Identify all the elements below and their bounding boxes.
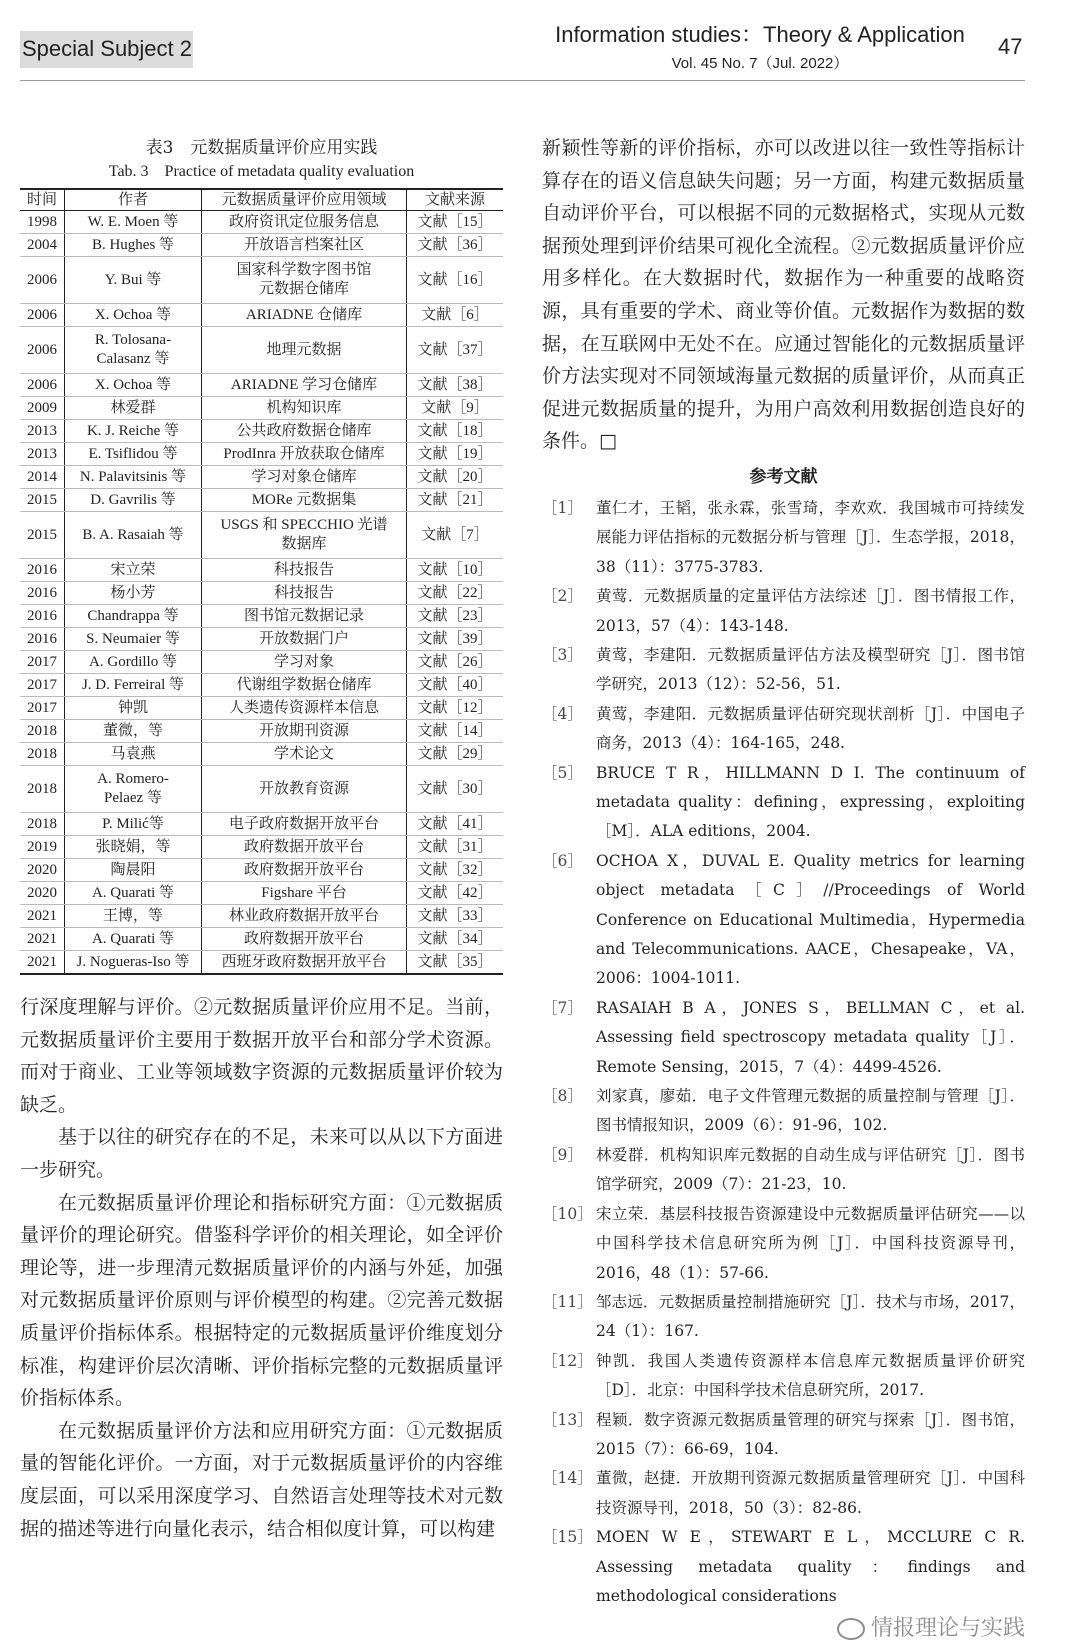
cell-source: 文献［10］: [407, 559, 504, 582]
right-column-body: [542, 132, 1025, 458]
cell-year: 2017: [20, 697, 65, 720]
reference-text: 林爱群．机构知识库元数据的自动生成与评估研究［J］．图书馆学研究，2009（7）：21-23，10.: [596, 1145, 1025, 1194]
cell-year: 2016: [20, 628, 65, 651]
cell-year: 1998: [20, 211, 65, 234]
paragraph: 基于以往的研究存在的不足，未来可以从以下方面进一步研究。: [20, 1126, 503, 1181]
table-row: [20, 743, 503, 766]
column-header-domain: 元数据质量评价应用领域: [202, 189, 407, 211]
cell-domain: 公共政府数据仓储库: [202, 420, 407, 443]
column-header-source: 文献来源: [407, 189, 504, 211]
cell-domain: 图书馆元数据记录: [202, 605, 407, 628]
paragraph: 行深度理解与评价。②元数据质量评价应用不足。当前，元数据质量评价主要用于数据开放平台和部分学术资源。而对于商业、工业等领域数字资源的元数据质量评价较为缺乏。: [20, 996, 503, 1116]
cell-source: 文献［33］: [407, 905, 504, 928]
table-row: [20, 582, 503, 605]
cell-source: 文献［16］: [407, 257, 504, 304]
cell-source: 文献［22］: [407, 582, 504, 605]
cell-year: 2006: [20, 257, 65, 304]
table-row: [20, 697, 503, 720]
reference-item: [542, 582, 1025, 641]
reference-item: [542, 1288, 1025, 1347]
cell-domain: 科技报告: [202, 559, 407, 582]
cell-source: 文献［23］: [407, 605, 504, 628]
reference-item: [542, 1464, 1025, 1523]
table-row: [20, 905, 503, 928]
cell-domain: 政府数据开放平台: [202, 836, 407, 859]
cell-source: 文献［29］: [407, 743, 504, 766]
reference-text: OCHOA X，DUVAL E. Quality metrics for learning object metadata［C］//Proceedings of World Conference on Educational Multimedia，Hypermedia and Telecommunications. AACE，Chesapeake，VA，2006：1004-1011.: [596, 851, 1025, 988]
table-row: [20, 836, 503, 859]
table-row: [20, 651, 503, 674]
cell-year: 2021: [20, 951, 65, 975]
cell-year: 2018: [20, 720, 65, 743]
cell-domain: USGS 和 SPECCHIO 光谱 数据库: [202, 512, 407, 559]
cell-domain: 政府资讯定位服务信息: [202, 211, 407, 234]
table-row: [20, 489, 503, 512]
cell-domain: 西班牙政府数据开放平台: [202, 951, 407, 975]
cell-author: B. A. Rasaiah 等: [65, 512, 202, 559]
reference-number: ［15］: [542, 1528, 593, 1547]
cell-domain: 政府数据开放平台: [202, 928, 407, 951]
cell-year: 2018: [20, 813, 65, 836]
reference-number: ［7］: [542, 998, 583, 1017]
reference-text: 黄莺，李建阳．元数据质量评估方法及模型研究［J］．图书馆学研究，2013（12）：52-56，51.: [596, 645, 1025, 694]
cell-author: J. Nogueras-Iso 等: [65, 951, 202, 975]
table-row: [20, 211, 503, 234]
reference-number: ［12］: [542, 1351, 593, 1370]
reference-item: [542, 641, 1025, 700]
cell-source: 文献［31］: [407, 836, 504, 859]
table-row: [20, 512, 503, 559]
cell-year: 2016: [20, 559, 65, 582]
cell-author: Chandrappa 等: [65, 605, 202, 628]
cell-domain: ARIADNE 学习仓储库: [202, 374, 407, 397]
cell-source: 文献［19］: [407, 443, 504, 466]
cell-domain: 国家科学数字图书馆 元数据仓储库: [202, 257, 407, 304]
reference-number: ［10］: [542, 1204, 593, 1223]
paragraph: 新颖性等新的评价指标，亦可以改进以往一致性等指标计算存在的语义信息缺失问题；另一方面，构建元数据质量自动评价平台，可以根据不同的元数据格式，实现从元数据预处理到评价结果可视化全流程。②元数据质量评价应用多样化。在大数据时代，数据作为一种重要的战略资源，具有重要的学术、商业等价值。元数据作为数据的数据，在互联网中无处不在。应通过智能化的元数据质量评价方法实现对不同领域海量元数据的质量评价，从而真正促进元数据质量的提升，为用户高效利用数据创造良好的条件。□: [542, 137, 1025, 453]
cell-domain: 地理元数据: [202, 327, 407, 374]
cell-source: 文献［9］: [407, 397, 504, 420]
reference-item: [542, 847, 1025, 994]
cell-year: 2018: [20, 743, 65, 766]
cell-source: 文献［36］: [407, 234, 504, 257]
reference-text: 黄莺．元数据质量的定量评估方法综述［J］．图书情报工作，2013，57（4）：143-148.: [596, 587, 1025, 635]
cell-author: 张晓娟，等: [65, 836, 202, 859]
cell-author: A. Romero- Pelaez 等: [65, 766, 202, 813]
cell-domain: 学习对象仓储库: [202, 466, 407, 489]
table-caption-cn: 表3 元数据质量评价应用实践: [145, 138, 378, 158]
column-header-year: 时间: [20, 189, 65, 211]
reference-number: ［13］: [542, 1410, 593, 1429]
cell-source: 文献［42］: [407, 882, 504, 905]
table-row: [20, 951, 503, 975]
cell-author: 王博，等: [65, 905, 202, 928]
table-row: [20, 859, 503, 882]
reference-number: ［4］: [542, 704, 583, 723]
cell-year: 2018: [20, 766, 65, 813]
reference-number: ［11］: [542, 1292, 593, 1311]
cell-domain: Figshare 平台: [202, 882, 407, 905]
cell-year: 2015: [20, 512, 65, 559]
reference-text: 邹志远．元数据质量控制措施研究［J］．技术与市场，2017，24（1）：167.: [596, 1292, 1025, 1341]
cell-source: 文献［20］: [407, 466, 504, 489]
table-row: [20, 674, 503, 697]
table-row: [20, 882, 503, 905]
reference-item: [542, 994, 1025, 1082]
cell-domain: 科技报告: [202, 582, 407, 605]
journal-title: Information studies：Theory & Application: [555, 22, 965, 47]
cell-year: 2004: [20, 234, 65, 257]
reference-number: ［14］: [542, 1469, 593, 1488]
cell-year: 2006: [20, 304, 65, 327]
cell-author: J. D. Ferreiral 等: [65, 674, 202, 697]
cell-year: 2019: [20, 836, 65, 859]
section-label: Special Subject 2: [22, 36, 192, 61]
table-row: [20, 443, 503, 466]
cell-domain: 代谢组学数据仓储库: [202, 674, 407, 697]
cell-domain: 学术论文: [202, 743, 407, 766]
reference-item: [542, 759, 1025, 847]
cell-year: 2006: [20, 327, 65, 374]
cell-author: R. Tolosana- Calasanz 等: [65, 327, 202, 374]
header-divider: [20, 80, 1025, 81]
reference-number: ［5］: [542, 763, 583, 782]
cell-source: 文献［21］: [407, 489, 504, 512]
column-header-author: 作者: [65, 189, 202, 211]
cell-domain: 开放期刊资源: [202, 720, 407, 743]
references-heading: 参考文献: [749, 466, 818, 487]
reference-item: [542, 1347, 1025, 1406]
cell-source: 文献［6］: [407, 304, 504, 327]
reference-text: 宋立荣．基层科技报告资源建设中元数据质量评估研究——以中国科学技术信息研究所为例［J］．中国科技资源导刊，2016，48（1）：57-66.: [596, 1204, 1025, 1282]
cell-domain: 机构知识库: [202, 397, 407, 420]
cell-author: K. J. Reiche 等: [65, 420, 202, 443]
cell-source: 文献［7］: [407, 512, 504, 559]
cell-author: 杨小芳: [65, 582, 202, 605]
cell-author: X. Ochoa 等: [65, 374, 202, 397]
reference-item: [542, 494, 1025, 582]
cell-source: 文献［39］: [407, 628, 504, 651]
cell-source: 文献［18］: [407, 420, 504, 443]
table-row: [20, 466, 503, 489]
left-column: [20, 136, 503, 1545]
cell-domain: 政府数据开放平台: [202, 859, 407, 882]
cell-author: A. Gordillo 等: [65, 651, 202, 674]
cell-source: 文献［41］: [407, 813, 504, 836]
reference-item: [542, 1082, 1025, 1141]
reference-text: MOEN W E，STEWART E L，MCCLURE C R. Assessing metadata quality：findings and methodological considerations: [596, 1528, 1025, 1605]
table-row: [20, 813, 503, 836]
cell-author: W. E. Moen 等: [65, 211, 202, 234]
reference-text: 钟凯．我国人类遗传资源样本信息库元数据质量评价研究［D］．北京：中国科学技术信息研究所，2017.: [596, 1351, 1025, 1400]
table-row: [20, 766, 503, 813]
reference-item: [542, 1523, 1025, 1611]
cell-author: Y. Bui 等: [65, 257, 202, 304]
cell-domain: 学习对象: [202, 651, 407, 674]
cell-year: 2009: [20, 397, 65, 420]
table-row: [20, 928, 503, 951]
paragraph: 在元数据质量评价理论和指标研究方面：①元数据质量评价的理论研究。借鉴科学评价的相关理论，如全评价理论等，进一步理清元数据质量评价的内涵与外延，加强对元数据质量评价原则与评价模型的构建。②完善元数据质量评价指标体系。根据特定的元数据质量评价维度划分标准，构建评价层次清晰、评价指标完整的元数据质量评价指标体系。: [20, 1191, 503, 1410]
cell-year: 2021: [20, 905, 65, 928]
cell-domain: 开放教育资源: [202, 766, 407, 813]
cell-source: 文献［40］: [407, 674, 504, 697]
cell-source: 文献［34］: [407, 928, 504, 951]
watermark-text: 情报理论与实践: [870, 1616, 1025, 1642]
cell-year: 2016: [20, 605, 65, 628]
journal-volume: Vol. 45 No. 7（Jul. 2022）: [671, 55, 849, 72]
cell-year: 2013: [20, 443, 65, 466]
cell-author: E. Tsiflidou 等: [65, 443, 202, 466]
reference-text: 董微，赵捷．开放期刊资源元数据质量管理研究［J］．中国科技资源导刊，2018，50（3）：82-86.: [596, 1469, 1025, 1517]
cell-domain: 开放数据门户: [202, 628, 407, 651]
cell-year: 2006: [20, 374, 65, 397]
cell-source: 文献［12］: [407, 697, 504, 720]
cell-author: A. Quarati 等: [65, 882, 202, 905]
table-row: [20, 559, 503, 582]
reference-number: ［9］: [542, 1145, 583, 1164]
cell-year: 2021: [20, 928, 65, 951]
reference-text: RASAIAH B A，JONES S，BELLMAN C，et al. Assessing field spectroscopy metadata quality［J］．Remote Sensing，2015，7（4）：4499-4526.: [596, 998, 1025, 1076]
cell-author: B. Hughes 等: [65, 234, 202, 257]
table-row: [20, 234, 503, 257]
cell-year: 2020: [20, 859, 65, 882]
cell-source: 文献［15］: [407, 211, 504, 234]
reference-item: [542, 1141, 1025, 1200]
table-header-row: [20, 189, 503, 211]
cell-source: 文献［38］: [407, 374, 504, 397]
cell-year: 2020: [20, 882, 65, 905]
reference-text: 黄莺，李建阳．元数据质量评估研究现状剖析［J］．中国电子商务，2013（4）：164-165，248.: [596, 704, 1025, 753]
wechat-icon: [837, 1618, 865, 1640]
table-row: [20, 397, 503, 420]
table-row: [20, 605, 503, 628]
cell-source: 文献［14］: [407, 720, 504, 743]
table-row: [20, 374, 503, 397]
right-column: [542, 132, 1025, 1643]
table-row: [20, 304, 503, 327]
paragraph: 在元数据质量评价方法和应用研究方面：①元数据质量的智能化评价。一方面，对于元数据质量评价的内容维度层面，可以采用深度学习、自然语言处理等技术对元数据的描述等进行向量化表示，结合相似度计算，可以构建: [20, 1419, 503, 1540]
reference-text: 董仁才，王韬，张永霖，张雪琦，李欢欢．我国城市可持续发展能力评估指标的元数据分析与管理［J］．生态学报，2018，38（11）：3775-3783.: [596, 498, 1025, 576]
reference-number: ［8］: [542, 1087, 583, 1106]
cell-source: 文献［30］: [407, 766, 504, 813]
table-row: [20, 720, 503, 743]
cell-domain: 开放语言档案社区: [202, 234, 407, 257]
cell-domain: 电子政府数据开放平台: [202, 813, 407, 836]
cell-domain: ProdInra 开放获取仓储库: [202, 443, 407, 466]
reference-item: [542, 1200, 1025, 1288]
cell-year: 2015: [20, 489, 65, 512]
cell-domain: 人类遗传资源样本信息: [202, 697, 407, 720]
cell-source: 文献［35］: [407, 951, 504, 975]
reference-list: [542, 494, 1025, 1611]
cell-author: 林爱群: [65, 397, 202, 420]
table-row: [20, 257, 503, 304]
table-caption-en: Tab. 3 Practice of metadata quality evaluation: [108, 163, 415, 180]
table-row: [20, 628, 503, 651]
cell-author: X. Ochoa 等: [65, 304, 202, 327]
cell-author: D. Gavrilis 等: [65, 489, 202, 512]
reference-item: [542, 1406, 1025, 1465]
left-column-body: [20, 991, 503, 1545]
reference-number: ［6］: [542, 851, 583, 870]
metadata-quality-table: [20, 188, 503, 975]
cell-source: 文献［26］: [407, 651, 504, 674]
cell-author: 董微，等: [65, 720, 202, 743]
cell-author: P. Milić等: [65, 813, 202, 836]
cell-domain: MORe 元数据集: [202, 489, 407, 512]
cell-author: 马袁燕: [65, 743, 202, 766]
cell-year: 2016: [20, 582, 65, 605]
cell-domain: ARIADNE 仓储库: [202, 304, 407, 327]
cell-author: A. Quarati 等: [65, 928, 202, 951]
cell-author: 宋立荣: [65, 559, 202, 582]
cell-author: 钟凯: [65, 697, 202, 720]
cell-year: 2017: [20, 651, 65, 674]
reference-number: ［3］: [542, 645, 583, 664]
cell-year: 2013: [20, 420, 65, 443]
cell-source: 文献［32］: [407, 859, 504, 882]
reference-text: 刘家真，廖茹．电子文件管理元数据的质量控制与管理［J］．图书情报知识，2009（6）：91-96，102.: [596, 1087, 1025, 1135]
reference-text: BRUCE T R，HILLMANN D I. The continuum of metadata quality：defining，expressing，exploiting［M］．ALA editions，2004.: [596, 763, 1025, 841]
cell-year: 2014: [20, 466, 65, 489]
reference-number: ［2］: [542, 587, 583, 606]
reference-item: [542, 700, 1025, 759]
reference-text: 程颖．数字资源元数据质量管理的研究与探索［J］．图书馆，2015（7）：66-69，104.: [596, 1410, 1025, 1458]
cell-source: 文献［37］: [407, 327, 504, 374]
reference-number: ［1］: [542, 498, 583, 517]
cell-domain: 林业政府数据开放平台: [202, 905, 407, 928]
table-row: [20, 327, 503, 374]
cell-author: 陶晨阳: [65, 859, 202, 882]
cell-author: N. Palavitsinis 等: [65, 466, 202, 489]
table-row: [20, 420, 503, 443]
cell-year: 2017: [20, 674, 65, 697]
cell-author: S. Neumaier 等: [65, 628, 202, 651]
page-number: 47: [998, 34, 1023, 59]
